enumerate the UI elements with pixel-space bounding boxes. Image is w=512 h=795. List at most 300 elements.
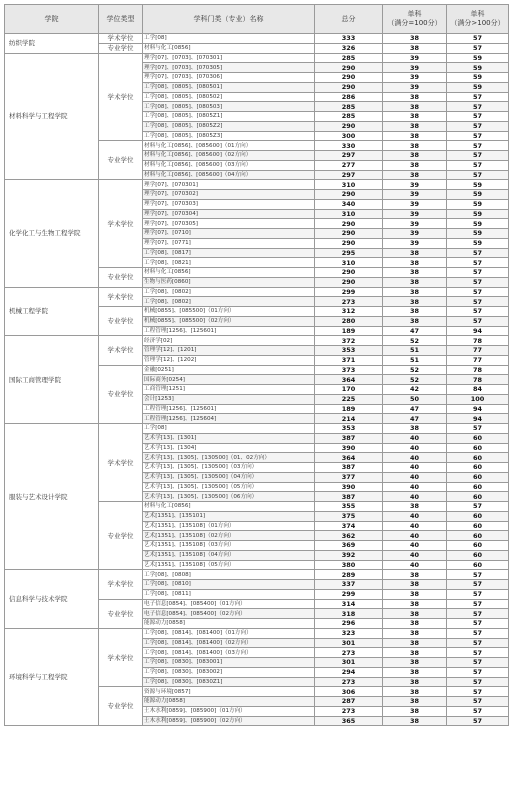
single-over-100-cell: 57 (447, 570, 509, 580)
header-single-100: 单科 （满分=100分） (383, 5, 447, 34)
total-score-cell: 273 (315, 297, 383, 307)
total-score-cell: 377 (315, 472, 383, 482)
single-over-100-cell: 60 (447, 443, 509, 453)
single-100-cell: 52 (383, 365, 447, 375)
single-100-cell: 40 (383, 531, 447, 541)
single-100-cell: 38 (383, 697, 447, 707)
single-over-100-cell: 57 (447, 307, 509, 317)
single-100-cell: 38 (383, 268, 447, 278)
total-score-cell: 310 (315, 180, 383, 190)
single-over-100-cell: 57 (447, 121, 509, 131)
single-over-100-cell: 59 (447, 219, 509, 229)
total-score-cell: 290 (315, 63, 383, 73)
single-100-cell: 38 (383, 580, 447, 590)
degree-type-cell: 学术学位 (99, 34, 143, 44)
subject-name-cell: 工学[08]、[0821] (143, 258, 315, 268)
table-row (5, 628, 509, 638)
single-100-cell: 40 (383, 453, 447, 463)
single-over-100-cell: 60 (447, 472, 509, 482)
single-over-100-cell: 57 (447, 34, 509, 44)
single-over-100-cell: 57 (447, 628, 509, 638)
header-subject-name: 学科门类（专业）名称 (143, 5, 315, 34)
degree-type-cell: 专业学位 (99, 43, 143, 53)
single-over-100-cell: 59 (447, 53, 509, 63)
single-100-cell: 52 (383, 336, 447, 346)
subject-name-cell: 电子信息[0854]、[085400]（02方向） (143, 609, 315, 619)
single-over-100-cell: 57 (447, 716, 509, 726)
total-score-cell: 285 (315, 112, 383, 122)
single-100-cell: 38 (383, 287, 447, 297)
degree-type-cell: 学术学位 (99, 628, 143, 687)
subject-name-cell: 艺术学[13]、[1305]、[130500]（05方向） (143, 482, 315, 492)
subject-name-cell: 工学[08] (143, 34, 315, 44)
single-over-100-cell: 57 (447, 112, 509, 122)
single-100-cell: 38 (383, 112, 447, 122)
score-table (4, 4, 509, 726)
total-score-cell: 387 (315, 463, 383, 473)
single-100-cell: 39 (383, 209, 447, 219)
subject-name-cell: 理学[07]、[070303] (143, 199, 315, 209)
total-score-cell: 289 (315, 570, 383, 580)
subject-name-cell: 理学[07]、[0703]、[070301] (143, 53, 315, 63)
single-over-100-cell: 57 (447, 658, 509, 668)
subject-name-cell: 材料与化工[0856]、[085600]（01方向） (143, 141, 315, 151)
school-name-cell: 机械工程学院 (5, 287, 99, 336)
single-over-100-cell: 60 (447, 511, 509, 521)
single-over-100-cell: 100 (447, 394, 509, 404)
subject-name-cell: 艺术学[13]、[1305]、[130500]（06方向） (143, 492, 315, 502)
single-over-100-cell: 59 (447, 229, 509, 239)
total-score-cell: 285 (315, 102, 383, 112)
total-score-cell: 280 (315, 316, 383, 326)
subject-name-cell: 艺术学[13]、[1305]、[130500]（03方向） (143, 463, 315, 473)
total-score-cell: 362 (315, 531, 383, 541)
single-over-100-cell: 57 (447, 151, 509, 161)
single-100-cell: 38 (383, 316, 447, 326)
subject-name-cell: 管理学[12]、[1202] (143, 355, 315, 365)
subject-name-cell: 工学[08]、[0805]、[0805Z1] (143, 112, 315, 122)
single-over-100-cell: 59 (447, 82, 509, 92)
total-score-cell: 290 (315, 121, 383, 131)
single-over-100-cell: 60 (447, 521, 509, 531)
single-over-100-cell: 57 (447, 258, 509, 268)
total-score-cell: 277 (315, 160, 383, 170)
single-over-100-cell: 78 (447, 336, 509, 346)
total-score-cell: 364 (315, 375, 383, 385)
single-100-cell: 38 (383, 92, 447, 102)
degree-type-cell: 学术学位 (99, 424, 143, 502)
single-over-100-cell: 57 (447, 580, 509, 590)
single-100-cell: 38 (383, 599, 447, 609)
total-score-cell: 301 (315, 658, 383, 668)
single-100-cell: 38 (383, 628, 447, 638)
single-over-100-cell: 60 (447, 492, 509, 502)
single-over-100-cell: 59 (447, 238, 509, 248)
subject-name-cell: 材料与化工[0856] (143, 43, 315, 53)
subject-name-cell: 工学[08] (143, 424, 315, 434)
subject-name-cell: 土木水利[0859]、[085900]（02方向） (143, 716, 315, 726)
school-name-cell: 材料科学与工程学院 (5, 53, 99, 180)
single-over-100-cell: 60 (447, 482, 509, 492)
subject-name-cell: 工学[08]、[0805]、[080503] (143, 102, 315, 112)
total-score-cell: 290 (315, 277, 383, 287)
total-score-cell: 375 (315, 511, 383, 521)
single-100-cell: 50 (383, 394, 447, 404)
subject-name-cell: 艺术学[13]、[1305]、[130500]（04方向） (143, 472, 315, 482)
subject-name-cell: 工学[08]、[0802] (143, 297, 315, 307)
subject-name-cell: 工程管理[1256]、[125604] (143, 414, 315, 424)
subject-name-cell: 工学[08]、[0808] (143, 570, 315, 580)
single-100-cell: 38 (383, 706, 447, 716)
total-score-cell: 290 (315, 73, 383, 83)
header-row (5, 5, 509, 34)
single-over-100-cell: 57 (447, 248, 509, 258)
single-100-cell: 51 (383, 355, 447, 365)
single-over-100-cell: 57 (447, 160, 509, 170)
table-row (5, 287, 509, 297)
single-over-100-cell: 57 (447, 648, 509, 658)
single-100-cell: 40 (383, 560, 447, 570)
total-score-cell: 333 (315, 34, 383, 44)
total-score-cell: 286 (315, 92, 383, 102)
subject-name-cell: 艺术学[13]、[1301] (143, 433, 315, 443)
subject-name-cell: 材料与化工[0856]、[085600]（03方向） (143, 160, 315, 170)
single-100-cell: 39 (383, 53, 447, 63)
single-over-100-cell: 77 (447, 346, 509, 356)
degree-type-cell: 专业学位 (99, 307, 143, 336)
subject-name-cell: 电子信息[0854]、[085400]（01方向） (143, 599, 315, 609)
table-row (5, 336, 509, 346)
total-score-cell: 340 (315, 199, 383, 209)
single-over-100-cell: 57 (447, 297, 509, 307)
subject-name-cell: 材料与化工[0856]、[085600]（02方向） (143, 151, 315, 161)
total-score-cell: 387 (315, 433, 383, 443)
single-over-100-cell: 57 (447, 609, 509, 619)
single-100-cell: 38 (383, 102, 447, 112)
degree-type-cell: 专业学位 (99, 141, 143, 180)
single-over-100-cell: 60 (447, 541, 509, 551)
degree-type-cell: 学术学位 (99, 180, 143, 268)
total-score-cell: 295 (315, 248, 383, 258)
single-100-cell: 40 (383, 492, 447, 502)
subject-name-cell: 理学[07]、[0710] (143, 229, 315, 239)
subject-name-cell: 土木水利[0859]、[085900]（01方向） (143, 706, 315, 716)
total-score-cell: 273 (315, 677, 383, 687)
subject-name-cell: 工学[08]、[0814]、[081400]（02方向） (143, 638, 315, 648)
subject-name-cell: 工学[08]、[0805]、[0805Z3] (143, 131, 315, 141)
header-degree-type: 学位类型 (99, 5, 143, 34)
table-row (5, 53, 509, 63)
total-score-cell: 301 (315, 638, 383, 648)
single-over-100-cell: 60 (447, 531, 509, 541)
single-over-100-cell: 59 (447, 199, 509, 209)
single-100-cell: 40 (383, 433, 447, 443)
single-100-cell: 38 (383, 658, 447, 668)
subject-name-cell: 工学[08]、[0830]、[083001] (143, 658, 315, 668)
total-score-cell: 290 (315, 268, 383, 278)
school-name-cell: 国际工商管理学院 (5, 336, 99, 424)
single-100-cell: 39 (383, 199, 447, 209)
total-score-cell: 290 (315, 190, 383, 200)
single-100-cell: 38 (383, 34, 447, 44)
single-100-cell: 38 (383, 131, 447, 141)
single-over-100-cell: 60 (447, 433, 509, 443)
single-over-100-cell: 59 (447, 73, 509, 83)
single-over-100-cell: 57 (447, 599, 509, 609)
total-score-cell: 287 (315, 697, 383, 707)
single-100-cell: 39 (383, 63, 447, 73)
total-score-cell: 299 (315, 589, 383, 599)
total-score-cell: 297 (315, 170, 383, 180)
subject-name-cell: 材料与化工[0856] (143, 268, 315, 278)
single-over-100-cell: 57 (447, 92, 509, 102)
subject-name-cell: 金融[0251] (143, 365, 315, 375)
total-score-cell: 225 (315, 394, 383, 404)
subject-name-cell: 理学[07]、[070305] (143, 219, 315, 229)
single-100-cell: 40 (383, 550, 447, 560)
total-score-cell: 300 (315, 131, 383, 141)
score-table-container (4, 4, 508, 726)
single-100-cell: 39 (383, 82, 447, 92)
single-100-cell: 38 (383, 619, 447, 629)
single-over-100-cell: 59 (447, 63, 509, 73)
subject-name-cell: 工学[08]、[0811] (143, 589, 315, 599)
total-score-cell: 170 (315, 385, 383, 395)
subject-name-cell: 理学[07]、[070302] (143, 190, 315, 200)
single-100-cell: 40 (383, 521, 447, 531)
single-100-cell: 38 (383, 716, 447, 726)
subject-name-cell: 工程管理[1256]、[125601] (143, 326, 315, 336)
single-over-100-cell: 60 (447, 453, 509, 463)
single-100-cell: 38 (383, 160, 447, 170)
single-100-cell: 38 (383, 687, 447, 697)
table-row (5, 180, 509, 190)
total-score-cell: 369 (315, 541, 383, 551)
single-over-100-cell: 77 (447, 355, 509, 365)
subject-name-cell: 管理学[12]、[1201] (143, 346, 315, 356)
subject-name-cell: 艺术[1351]、[135108]（03方向） (143, 541, 315, 551)
single-over-100-cell: 60 (447, 550, 509, 560)
total-score-cell: 310 (315, 209, 383, 219)
single-100-cell: 39 (383, 238, 447, 248)
total-score-cell: 312 (315, 307, 383, 317)
single-100-cell: 40 (383, 472, 447, 482)
subject-name-cell: 艺术[1351]、[135108]（02方向） (143, 531, 315, 541)
single-100-cell: 39 (383, 219, 447, 229)
total-score-cell: 390 (315, 482, 383, 492)
total-score-cell: 330 (315, 141, 383, 151)
school-name-cell: 信息科学与技术学院 (5, 570, 99, 629)
total-score-cell: 296 (315, 619, 383, 629)
total-score-cell: 189 (315, 404, 383, 414)
total-score-cell: 353 (315, 424, 383, 434)
degree-type-cell: 专业学位 (99, 599, 143, 628)
subject-name-cell: 工学[08]、[0830]、[0830Z1] (143, 677, 315, 687)
total-score-cell: 387 (315, 492, 383, 502)
total-score-cell: 273 (315, 648, 383, 658)
single-100-cell: 47 (383, 326, 447, 336)
subject-name-cell: 能源动力[0858] (143, 697, 315, 707)
degree-type-cell: 学术学位 (99, 53, 143, 141)
subject-name-cell: 经济学[02] (143, 336, 315, 346)
single-100-cell: 40 (383, 443, 447, 453)
header-school: 学院 (5, 5, 99, 34)
degree-type-cell: 学术学位 (99, 287, 143, 307)
single-100-cell: 52 (383, 375, 447, 385)
score-table-body (5, 34, 509, 726)
single-over-100-cell: 57 (447, 638, 509, 648)
single-100-cell: 38 (383, 667, 447, 677)
subject-name-cell: 工学[08]、[0810] (143, 580, 315, 590)
single-100-cell: 38 (383, 258, 447, 268)
total-score-cell: 372 (315, 336, 383, 346)
subject-name-cell: 生物与医药[0860] (143, 277, 315, 287)
total-score-cell: 371 (315, 355, 383, 365)
single-100-cell: 38 (383, 151, 447, 161)
total-score-cell: 314 (315, 599, 383, 609)
total-score-cell: 214 (315, 414, 383, 424)
header-total-score: 总分 (315, 5, 383, 34)
single-over-100-cell: 57 (447, 141, 509, 151)
subject-name-cell: 艺术[1351]、[135101] (143, 511, 315, 521)
single-100-cell: 38 (383, 297, 447, 307)
header-single-over-100: 单科 （满分>100分） (447, 5, 509, 34)
subject-name-cell: 国际商务[0254] (143, 375, 315, 385)
table-row (5, 570, 509, 580)
subject-name-cell: 机械[0855]、[085500]（01方向） (143, 307, 315, 317)
single-100-cell: 38 (383, 609, 447, 619)
table-row (5, 34, 509, 44)
degree-type-cell: 专业学位 (99, 365, 143, 424)
school-name-cell: 服装与艺术设计学院 (5, 424, 99, 570)
subject-name-cell: 理学[07]、[0703]、[070306] (143, 73, 315, 83)
degree-type-cell: 专业学位 (99, 268, 143, 288)
subject-name-cell: 工学[08]、[0802] (143, 287, 315, 297)
single-100-cell: 39 (383, 73, 447, 83)
subject-name-cell: 工商管理[1251] (143, 385, 315, 395)
total-score-cell: 326 (315, 43, 383, 53)
subject-name-cell: 理学[07]、[0771] (143, 238, 315, 248)
single-over-100-cell: 57 (447, 268, 509, 278)
total-score-cell: 290 (315, 238, 383, 248)
subject-name-cell: 工学[08]、[0830]、[083002] (143, 667, 315, 677)
single-100-cell: 38 (383, 170, 447, 180)
total-score-cell: 365 (315, 716, 383, 726)
school-name-cell: 纺织学院 (5, 34, 99, 54)
subject-name-cell: 工学[08]、[0814]、[081400]（01方向） (143, 628, 315, 638)
subject-name-cell: 会计[1253] (143, 394, 315, 404)
single-over-100-cell: 57 (447, 677, 509, 687)
subject-name-cell: 理学[07]、[070304] (143, 209, 315, 219)
total-score-cell: 285 (315, 53, 383, 63)
subject-name-cell: 工学[08]、[0805]、[0805Z2] (143, 121, 315, 131)
subject-name-cell: 理学[07]、[070301] (143, 180, 315, 190)
single-100-cell: 38 (383, 424, 447, 434)
single-100-cell: 42 (383, 385, 447, 395)
total-score-cell: 374 (315, 521, 383, 531)
single-100-cell: 38 (383, 502, 447, 512)
single-100-cell: 39 (383, 229, 447, 239)
subject-name-cell: 理学[07]、[0703]、[070305] (143, 63, 315, 73)
single-over-100-cell: 60 (447, 463, 509, 473)
single-100-cell: 40 (383, 463, 447, 473)
subject-name-cell: 艺术学[13]、[1305]、[130500]（01、02方向） (143, 453, 315, 463)
single-100-cell: 38 (383, 248, 447, 258)
single-over-100-cell: 57 (447, 697, 509, 707)
total-score-cell: 310 (315, 258, 383, 268)
subject-name-cell: 材料与化工[0856] (143, 502, 315, 512)
single-100-cell: 38 (383, 307, 447, 317)
single-100-cell: 40 (383, 511, 447, 521)
single-over-100-cell: 60 (447, 560, 509, 570)
subject-name-cell: 艺术[1351]、[135108]（05方向） (143, 560, 315, 570)
single-over-100-cell: 57 (447, 687, 509, 697)
total-score-cell: 290 (315, 229, 383, 239)
single-100-cell: 40 (383, 541, 447, 551)
subject-name-cell: 艺术学[13]、[1304] (143, 443, 315, 453)
subject-name-cell: 机械[0855]、[085500]（02方向） (143, 316, 315, 326)
single-100-cell: 40 (383, 482, 447, 492)
subject-name-cell: 工程管理[1256]、[125601] (143, 404, 315, 414)
total-score-cell: 297 (315, 151, 383, 161)
single-over-100-cell: 59 (447, 190, 509, 200)
single-100-cell: 38 (383, 570, 447, 580)
single-over-100-cell: 94 (447, 404, 509, 414)
single-100-cell: 38 (383, 141, 447, 151)
single-over-100-cell: 94 (447, 414, 509, 424)
single-over-100-cell: 59 (447, 180, 509, 190)
single-over-100-cell: 94 (447, 326, 509, 336)
degree-type-cell: 专业学位 (99, 687, 143, 726)
total-score-cell: 323 (315, 628, 383, 638)
single-100-cell: 38 (383, 648, 447, 658)
subject-name-cell: 材料与化工[0856]、[085600]（04方向） (143, 170, 315, 180)
subject-name-cell: 工学[08]、[0805]、[080502] (143, 92, 315, 102)
single-over-100-cell: 57 (447, 316, 509, 326)
single-over-100-cell: 57 (447, 589, 509, 599)
single-100-cell: 38 (383, 121, 447, 131)
degree-type-cell: 学术学位 (99, 570, 143, 599)
single-over-100-cell: 84 (447, 385, 509, 395)
single-over-100-cell: 57 (447, 131, 509, 141)
total-score-cell: 373 (315, 365, 383, 375)
total-score-cell: 273 (315, 706, 383, 716)
total-score-cell: 189 (315, 326, 383, 336)
subject-name-cell: 资源与环境[0857] (143, 687, 315, 697)
school-name-cell: 环境科学与工程学院 (5, 628, 99, 726)
subject-name-cell: 艺术[1351]、[135108]（01方向） (143, 521, 315, 531)
total-score-cell: 299 (315, 287, 383, 297)
degree-type-cell: 学术学位 (99, 336, 143, 365)
single-100-cell: 38 (383, 43, 447, 53)
subject-name-cell: 工学[08]、[0805]、[080501] (143, 82, 315, 92)
total-score-cell: 390 (315, 443, 383, 453)
single-over-100-cell: 57 (447, 706, 509, 716)
total-score-cell: 290 (315, 82, 383, 92)
single-over-100-cell: 57 (447, 102, 509, 112)
total-score-cell: 290 (315, 219, 383, 229)
single-over-100-cell: 59 (447, 209, 509, 219)
total-score-cell: 294 (315, 667, 383, 677)
total-score-cell: 318 (315, 609, 383, 619)
single-over-100-cell: 57 (447, 287, 509, 297)
total-score-cell: 364 (315, 453, 383, 463)
table-row (5, 424, 509, 434)
total-score-cell: 355 (315, 502, 383, 512)
single-100-cell: 51 (383, 346, 447, 356)
single-over-100-cell: 57 (447, 277, 509, 287)
total-score-cell: 306 (315, 687, 383, 697)
